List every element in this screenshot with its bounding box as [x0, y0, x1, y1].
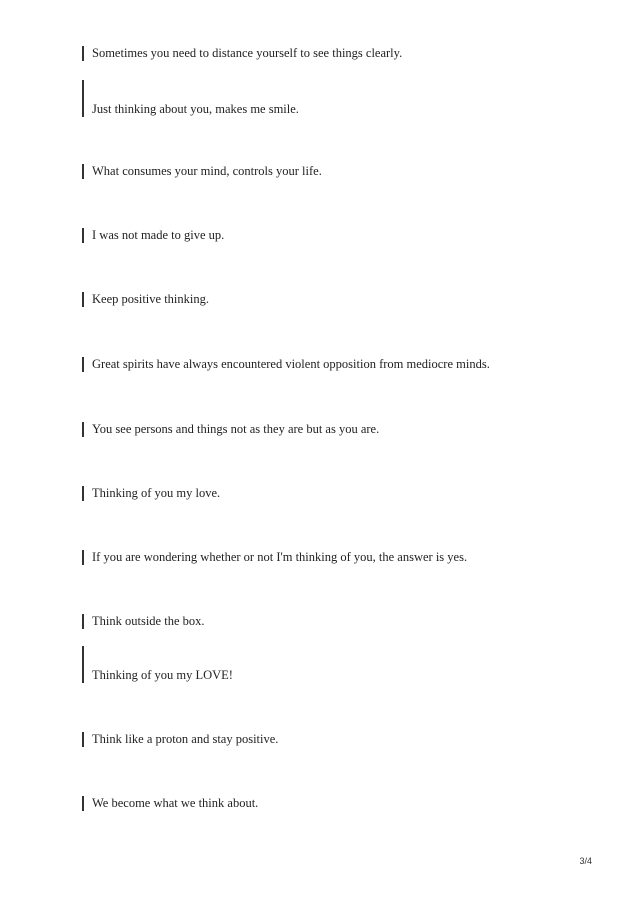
quote-item: [82, 292, 598, 307]
quote-item: [82, 164, 598, 179]
quote-item: [82, 732, 598, 747]
page-number: 3/4: [579, 856, 592, 866]
quote-text: Great spirits have always encountered violent opposition from mediocre minds.: [92, 357, 490, 371]
quote-text: Sometimes you need to distance yourself to see things clearly.: [92, 46, 403, 60]
quote-text: Just thinking about you, makes me smile.: [92, 102, 299, 116]
quote-item: [82, 796, 598, 811]
quote-item: [82, 486, 598, 501]
quote-text: If you are wondering whether or not I'm thinking of you, the answer is yes.: [92, 550, 468, 564]
quote-item: [82, 357, 598, 372]
quote-text: What consumes your mind, controls your life.: [92, 164, 322, 178]
quote-item: [82, 46, 598, 61]
quote-text: Thinking of you my love.: [92, 486, 221, 500]
quote-text: Think like a proton and stay positive.: [92, 732, 279, 746]
quote-item: [82, 422, 598, 437]
quote-item: [82, 646, 598, 683]
quote-item: [82, 614, 598, 629]
quote-text: You see persons and things not as they are but as you are.: [92, 422, 380, 436]
quote-text: Keep positive thinking.: [92, 292, 209, 306]
quote-text: Think outside the box.: [92, 614, 205, 628]
quote-text: I was not made to give up.: [92, 228, 225, 242]
quote-text: Thinking of you my LOVE!: [92, 668, 233, 682]
quote-item: [82, 228, 598, 243]
quote-item: [82, 80, 598, 117]
quote-item: [82, 550, 598, 565]
quote-text: We become what we think about.: [92, 796, 259, 810]
